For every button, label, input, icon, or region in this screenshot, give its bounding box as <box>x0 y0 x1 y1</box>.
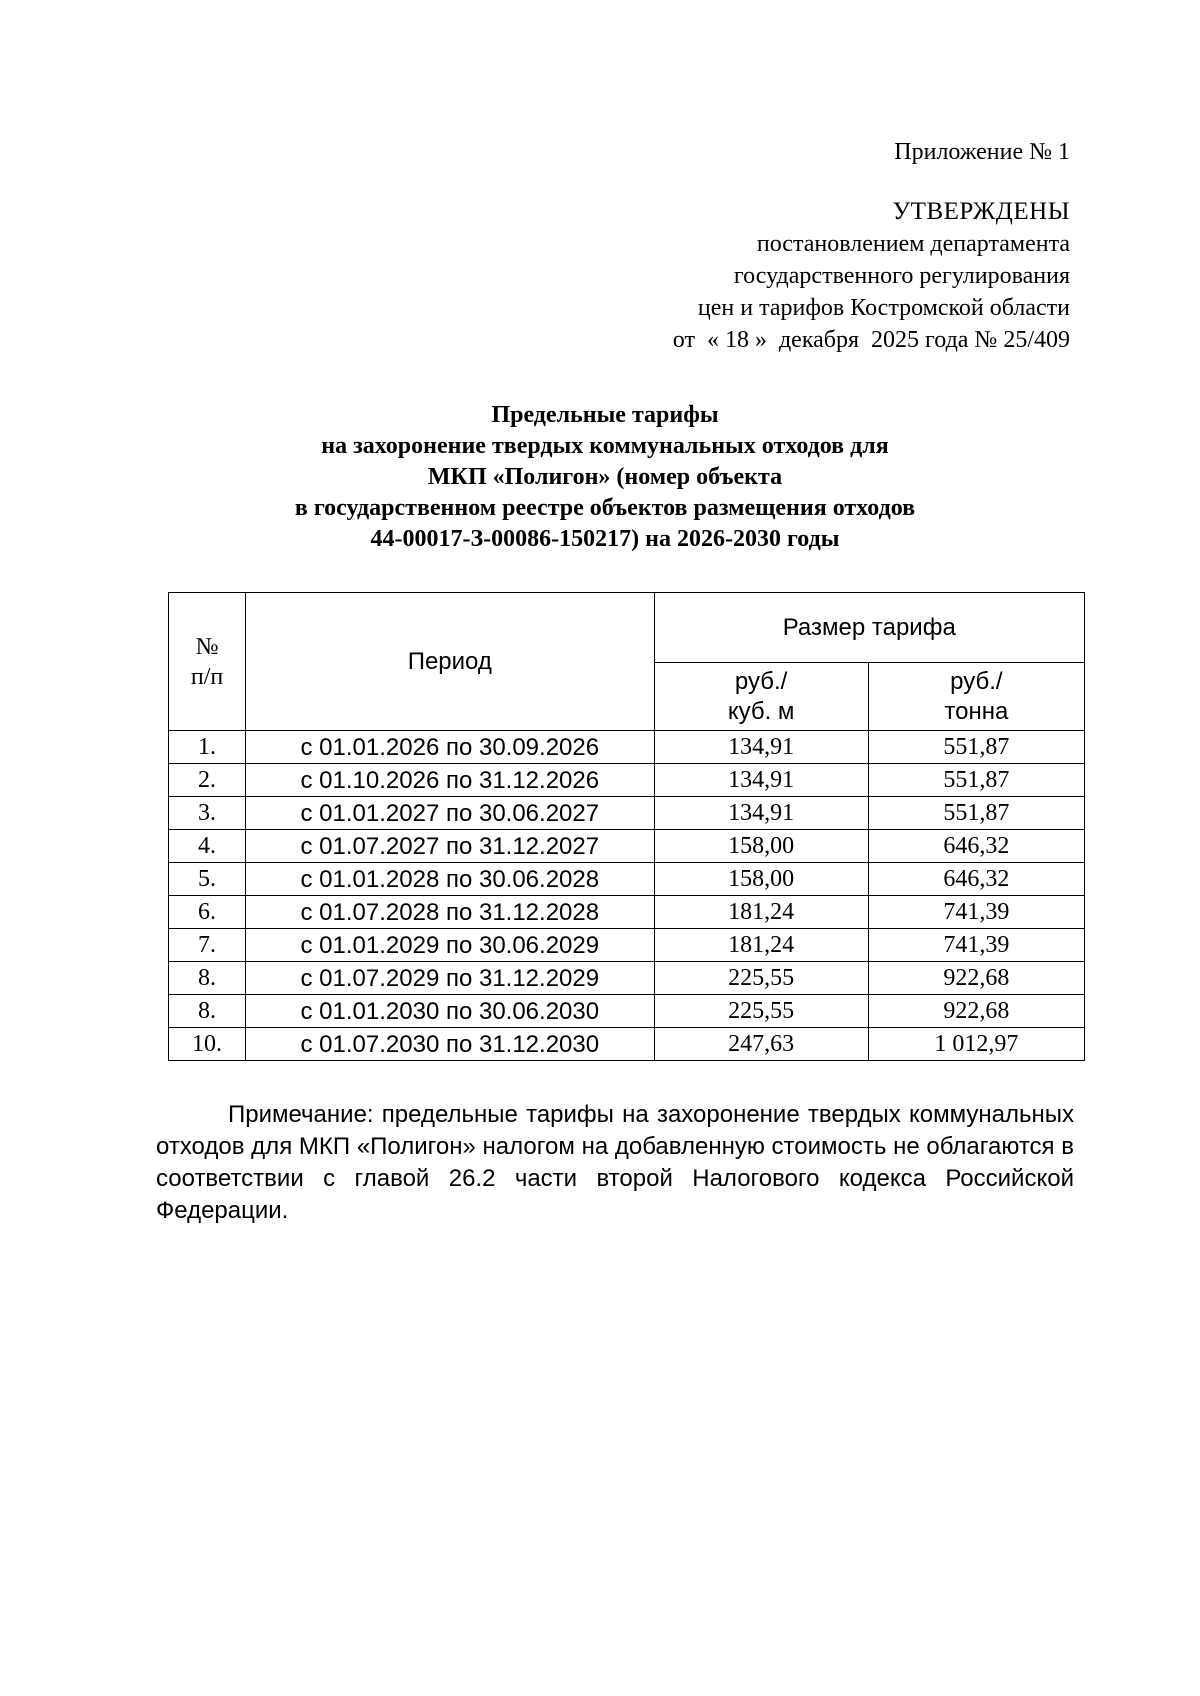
row-period: с 01.01.2027 по 30.06.2027 <box>246 797 654 830</box>
row-period: с 01.07.2027 по 31.12.2027 <box>246 830 654 863</box>
row-period: с 01.07.2030 по 31.12.2030 <box>246 1028 654 1061</box>
row-period: с 01.01.2030 по 30.06.2030 <box>246 995 654 1028</box>
row-tariff-ton: 922,68 <box>868 995 1084 1028</box>
row-num: 1. <box>169 731 246 764</box>
table-row <box>169 830 1085 863</box>
row-num: 3. <box>169 797 246 830</box>
unit-ton-line2: тонна <box>944 697 1009 725</box>
row-num: 4. <box>169 830 246 863</box>
approved-label: УТВЕРЖДЕНЫ <box>892 198 1070 225</box>
row-tariff-ton: 1 012,97 <box>868 1028 1084 1061</box>
approval-date-line: от « 18 » декабря 2025 года № 25/409 <box>672 327 1070 353</box>
row-num: 7. <box>169 929 246 962</box>
row-period: с 01.07.2028 по 31.12.2028 <box>246 896 654 929</box>
row-tariff-ton: 646,32 <box>868 863 1084 896</box>
approval-line: цен и тарифов Костромской области <box>697 295 1070 321</box>
row-tariff-cub: 247,63 <box>654 1028 868 1061</box>
row-tariff-cub: 158,00 <box>654 863 868 896</box>
row-period: с 01.01.2028 по 30.06.2028 <box>246 863 654 896</box>
row-tariff-cub: 225,55 <box>654 962 868 995</box>
row-num: 10. <box>169 1028 246 1061</box>
title-line: на захоронение твердых коммунальных отходов для <box>321 433 889 459</box>
table-row <box>169 995 1085 1028</box>
row-num: 6. <box>169 896 246 929</box>
row-tariff-cub: 181,24 <box>654 896 868 929</box>
table-row <box>169 896 1085 929</box>
row-tariff-cub: 134,91 <box>654 731 868 764</box>
unit-cub-line2: куб. м <box>727 697 795 725</box>
row-period: с 01.07.2029 по 31.12.2029 <box>246 962 654 995</box>
row-tariff-ton: 551,87 <box>868 731 1084 764</box>
unit-ton-line1: руб./ <box>950 667 1003 695</box>
table-row <box>169 1028 1085 1061</box>
row-num: 5. <box>169 863 246 896</box>
row-tariff-cub: 134,91 <box>654 797 868 830</box>
header-unit-cub <box>654 663 868 731</box>
row-period: с 01.01.2026 по 30.09.2026 <box>246 731 654 764</box>
tariffs-table <box>168 592 1085 1061</box>
table-row <box>169 962 1085 995</box>
row-num: 8. <box>169 962 246 995</box>
row-period: с 01.10.2026 по 31.12.2026 <box>246 764 654 797</box>
table-row <box>169 863 1085 896</box>
row-tariff-ton: 741,39 <box>868 929 1084 962</box>
row-tariff-ton: 551,87 <box>868 797 1084 830</box>
row-tariff-ton: 551,87 <box>868 764 1084 797</box>
row-num: 2. <box>169 764 246 797</box>
header-period: Период <box>246 593 654 731</box>
row-tariff-cub: 134,91 <box>654 764 868 797</box>
row-tariff-cub: 158,00 <box>654 830 868 863</box>
header-num-line1: № <box>195 633 219 660</box>
table-row <box>169 731 1085 764</box>
document-title <box>155 400 1055 555</box>
title-line: МКП «Полигон» (номер объекта <box>427 464 783 490</box>
annex-label: Приложение № 1 <box>894 139 1070 165</box>
approval-line: постановлением департамента <box>756 231 1070 257</box>
unit-cub-line1: руб./ <box>734 667 788 695</box>
row-tariff-cub: 181,24 <box>654 929 868 962</box>
table-row <box>169 764 1085 797</box>
title-line: в государственном реестре объектов размещения отходов <box>294 495 916 521</box>
row-num: 8. <box>169 995 246 1028</box>
row-tariff-cub: 225,55 <box>654 995 868 1028</box>
table-row <box>169 797 1085 830</box>
header-num <box>169 593 246 731</box>
table-row <box>169 929 1085 962</box>
approval-line: государственного регулирования <box>733 263 1070 289</box>
row-tariff-ton: 922,68 <box>868 962 1084 995</box>
approval-block <box>673 136 1070 356</box>
row-tariff-ton: 646,32 <box>868 830 1084 863</box>
header-tariff-size: Размер тарифа <box>654 593 1084 663</box>
header-num-line2: п/п <box>190 663 224 690</box>
row-period: с 01.01.2029 по 30.06.2029 <box>246 929 654 962</box>
note-paragraph: Примечание: предельные тарифы на захоронение твердых коммунальных отходов для МКП «Полигон» налогом на добавленную стоимость не облагаются в соответствии с главой 26.2 части второй Налогового кодекса Российской Федерации. <box>156 1101 1074 1224</box>
row-tariff-ton: 741,39 <box>868 896 1084 929</box>
header-unit-ton <box>868 663 1084 731</box>
title-line: Предельные тарифы <box>491 402 719 428</box>
title-line: 44-00017-З-00086-150217) на 2026-2030 годы <box>370 526 840 552</box>
